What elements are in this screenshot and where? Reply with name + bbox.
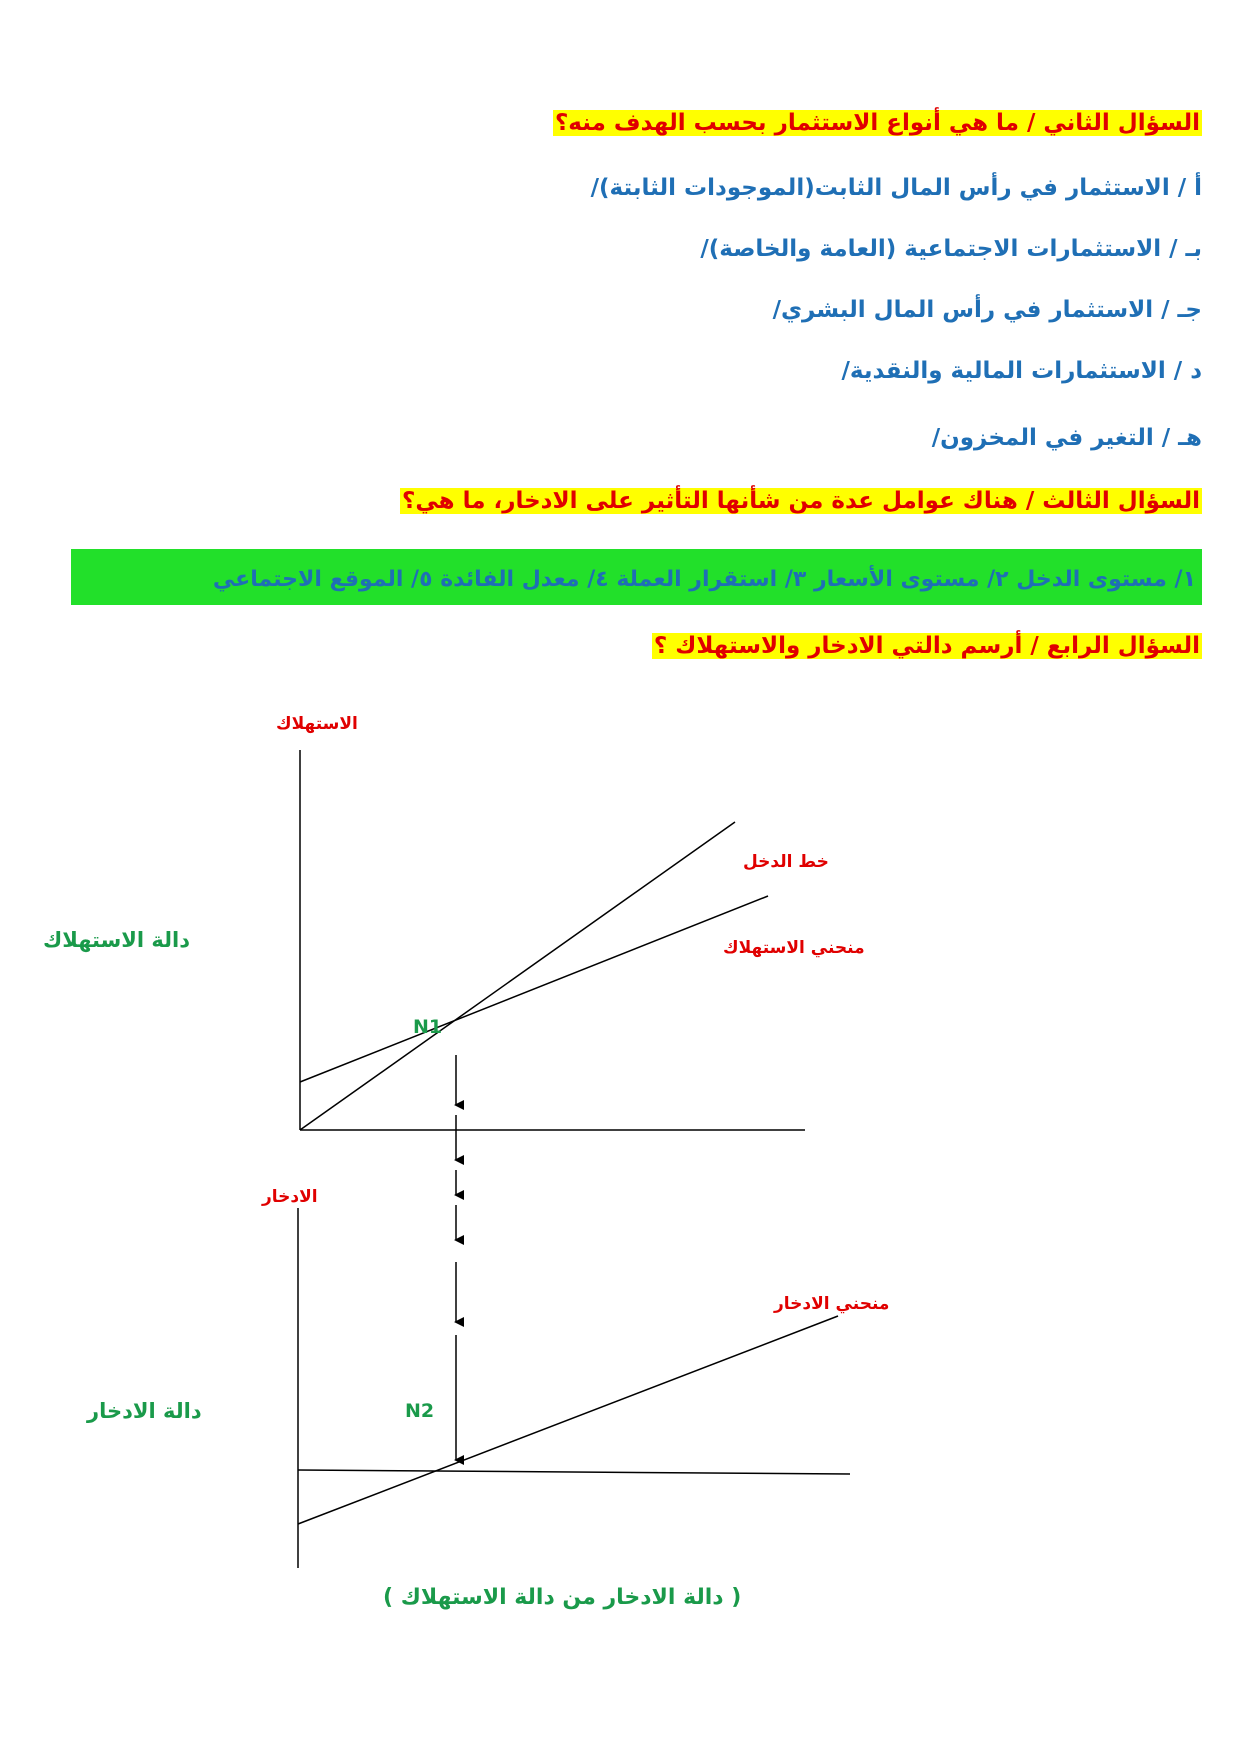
q2-answer-c: جـ / الاستثمار في رأس المال البشري/ (772, 297, 1202, 323)
consumption-function-label: دالة الاستهلاك (43, 928, 191, 952)
saving-x-axis (298, 1470, 850, 1474)
consumption-curve (300, 896, 768, 1082)
q2-answer-b: بـ / الاستثمارات الاجتماعية (العامة والخاصة)/ (700, 236, 1202, 262)
q2-answer-e: هـ / التغير في المخزون/ (931, 425, 1202, 451)
q2-answer-d: د / الاستثمارات المالية والنقدية/ (841, 358, 1202, 384)
question-2-highlight: السؤال الثاني / ما هي أنواع الاستثمار بحسب الهدف منه؟ (554, 110, 1200, 136)
diagram-caption: ( دالة الادخار من دالة الاستهلاك ) (383, 1585, 742, 1610)
consumption-curve-label: منحني الاستهلاك (723, 938, 865, 958)
question-3-answer: ١/ مستوى الدخل ٢/ مستوى الأسعار ٣/ استقرار العملة ٤/ معدل الفائدة ٥/ الموقع الاجتماعي (71, 549, 1202, 605)
point-n2-label: N2 (405, 1400, 435, 1422)
income-line-label: خط الدخل (743, 852, 829, 872)
question-4-highlight: السؤال الرابع / أرسم دالتي الادخار والاستهلاك ؟ (653, 633, 1200, 659)
saving-curve-label: منحني الادخار (774, 1294, 890, 1314)
q2-answer-a: أ / الاستثمار في رأس المال الثابت(الموجودات الثابتة)/ (590, 175, 1202, 201)
saving-axis-label: الادخار (262, 1187, 318, 1207)
question-3-highlight: السؤال الثالث / هناك عوامل عدة من شأنها التأثير على الادخار، ما هي؟ (402, 488, 1200, 514)
point-n1-label: N1 (413, 1016, 443, 1038)
consumption-axis-label: الاستهلاك (276, 714, 358, 734)
saving-function-label: دالة الادخار (87, 1399, 202, 1423)
income-line (300, 822, 735, 1130)
saving-curve (298, 1316, 838, 1524)
